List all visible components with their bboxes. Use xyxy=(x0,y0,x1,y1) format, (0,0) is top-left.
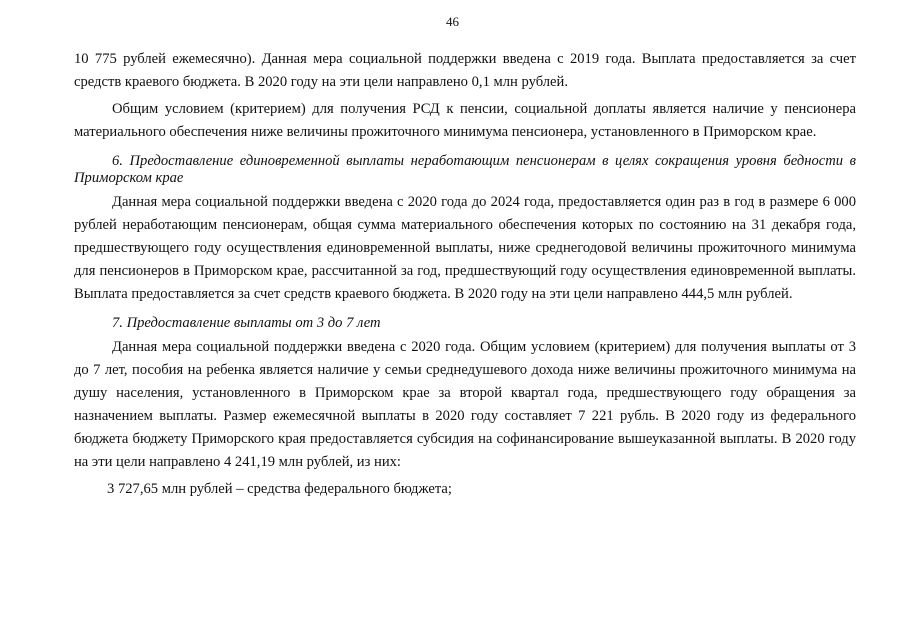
paragraph-continuation: 10 775 рублей ежемесячно). Данная мера социальной поддержки введена с 2019 года. Выплата предоставляется за счет средств краевого бюджета. В 2020 году на эти цели направлено 0,1 млн рублей. xyxy=(74,51,856,90)
list-item-federal-budget: 3 727,65 млн рублей – средства федерального бюджета; xyxy=(107,481,452,497)
section-heading-7: 7. Предоставление выплаты от 3 до 7 лет xyxy=(112,315,381,331)
paragraph-criteria: Общим условием (критерием) для получения РСД к пенсии, социальной доплаты является наличие у пенсионера материального обеспечения ниже величины прожиточного минимума пенсионера, установленного в Приморском крае. xyxy=(74,101,856,140)
page-number: 46 xyxy=(446,14,459,29)
document-body xyxy=(74,48,856,501)
section-heading-6: 6. Предоставление единовременной выплаты неработающим пенсионерам в целях сокращения уровня бедности в Приморском крае xyxy=(74,153,856,186)
paragraph-one-time-payment: Данная мера социальной поддержки введена с 2020 года до 2024 года, предоставляется один раз в год в размере 6 000 рублей неработающим пенсионерам, общая сумма материального обеспечения которых по состоянию на 31 декабря года, предшествующего году осуществления единовременной выплаты, ниже среднегодовой величины прожиточного минимума для пенсионеров в Приморском крае, рассчитанной за год, предшествующий году осуществления единовременной выплаты. Выплата предоставляется за счет средств краевого бюджета. В 2020 году на эти цели направлено 444,5 млн рублей. xyxy=(74,194,856,302)
paragraph-child-payment: Данная мера социальной поддержки введена с 2020 года. Общим условием (критерием) для получения выплаты от 3 до 7 лет, пособия на ребенка является наличие у семьи среднедушевого дохода ниже величины прожиточного минимума на душу населения, установленного в Приморском крае за второй квартал года, предшествующего году обращения за назначением выплаты. Размер ежемесячной выплаты в 2020 году составляет 7 221 рубль. В 2020 году из федерального бюджета бюджету Приморского края предоставляется субсидия на софинансирование вышеуказанной выплаты. В 2020 году на эти цели направлено 4 241,19 млн рублей, из них: xyxy=(74,339,856,470)
